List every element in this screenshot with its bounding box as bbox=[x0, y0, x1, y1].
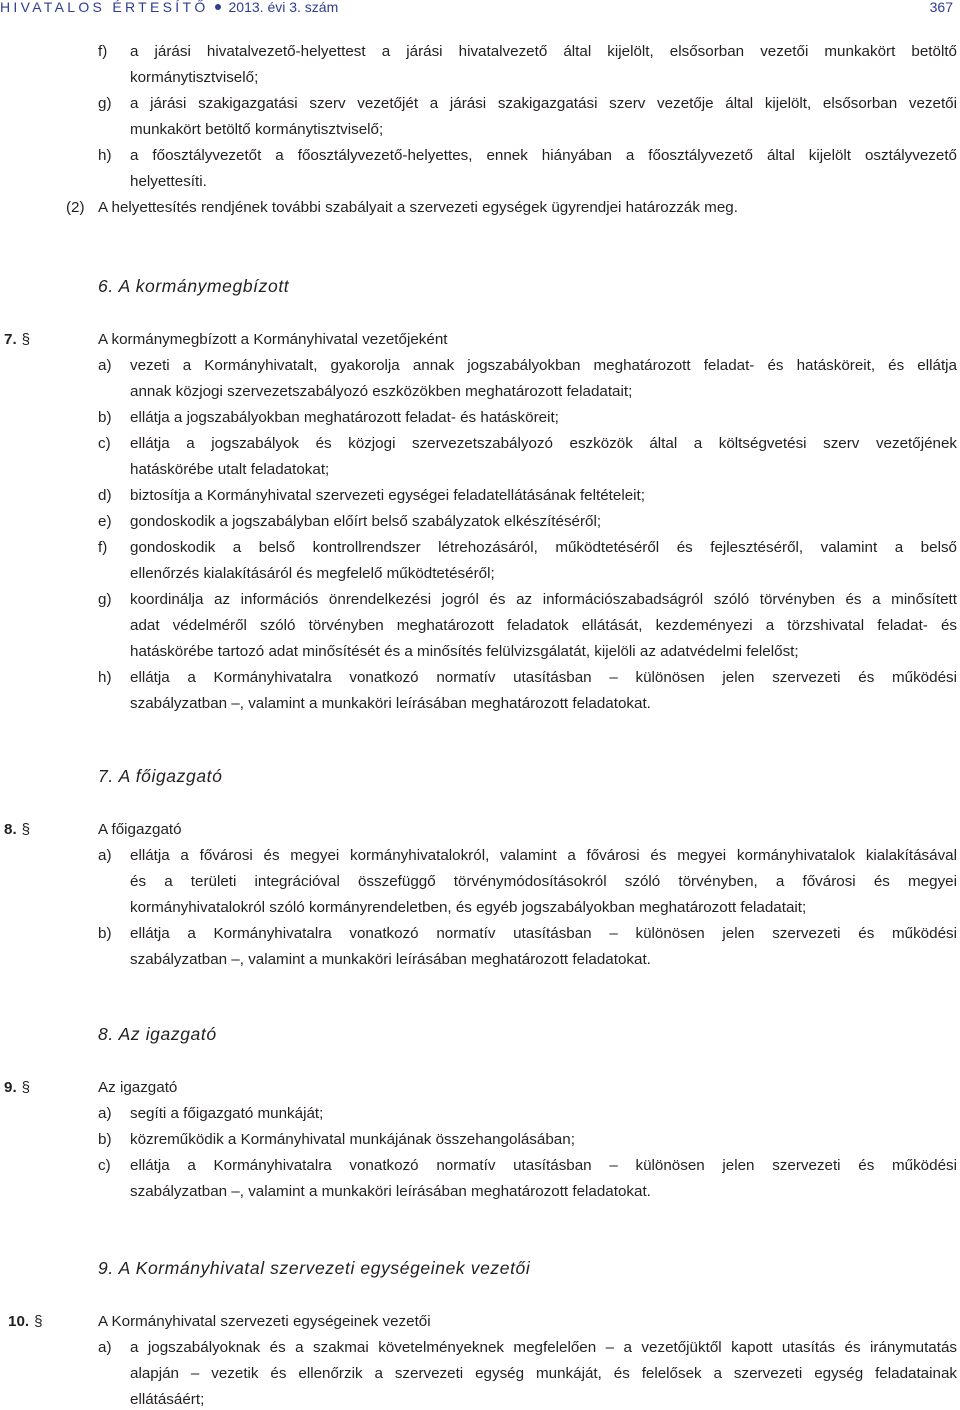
item-text-line: ellátásáért; bbox=[130, 1391, 205, 1408]
item-label: h) bbox=[98, 147, 112, 164]
item-label: a) bbox=[98, 357, 112, 374]
item-text-line: kormányhivatalokról szóló kormányrendeletben, és egyéb jogszabályokban meghatározott feladatait; bbox=[130, 899, 807, 916]
item-label: e) bbox=[98, 513, 112, 530]
section-num-text: 8. bbox=[4, 821, 17, 838]
paragraph-sign: § bbox=[21, 821, 31, 838]
item-label: d) bbox=[98, 487, 112, 504]
item-label: b) bbox=[98, 925, 112, 942]
item-text-line: szabályzatban –, valamint a munkaköri leírásában meghatározott feladatokat. bbox=[130, 951, 651, 968]
bullet-dot-icon bbox=[215, 4, 221, 10]
item-text-line: közreműködik a Kormányhivatal munkájának összehangolásában; bbox=[130, 1131, 575, 1148]
item-text-line: hatáskörébe tartozó adat minősítését és a minősítés felülvizsgálatát, kijelöli az adatvédelmi felelőst; bbox=[130, 643, 799, 660]
item-label: a) bbox=[98, 847, 112, 864]
item-text-line: koordinálja az információs önrendelkezési jogról és az információszabadságról szóló törvényben és a minősített bbox=[130, 591, 957, 608]
section-heading: 9. A Kormányhivatal szervezeti egységeinek vezetői bbox=[98, 1258, 531, 1278]
item-label: c) bbox=[98, 435, 111, 452]
page-header bbox=[0, 0, 960, 20]
item-text-line: munkakört betöltő kormánytisztviselő; bbox=[130, 121, 384, 138]
item-label: h) bbox=[98, 669, 112, 686]
item-text-line: biztosítja a Kormányhivatal szervezeti egységei feladatellátásának feltételeit; bbox=[130, 487, 645, 504]
item-text-line: ellátja a fővárosi és megyei kormányhivatalokról, valamint a fővárosi és megyei kormányhivatalok kialakításával bbox=[130, 847, 957, 864]
item-text-line: vezeti a Kormányhivatalt, gyakorolja annak jogszabályokban meghatározott feladat- és hatásköreit, és ellátja bbox=[130, 357, 957, 374]
item-label: a) bbox=[98, 1339, 112, 1356]
item-text-line: alapján – vezetik és ellenőrzik a szervezeti egység munkáját, és felelősek a szervezeti egység feladatainak bbox=[130, 1365, 957, 1382]
section-heading: 8. Az igazgató bbox=[98, 1024, 217, 1044]
journal-title: HIVATALOS ÉRTESÍTŐ bbox=[0, 0, 209, 15]
item-text-line: a járási hivatalvezető-helyettest a járási hivatalvezető által kijelölt, elsősorban vezetői munkakört betöltő bbox=[130, 43, 957, 60]
item-text-line: hatáskörébe utalt feladatokat; bbox=[130, 461, 330, 478]
section-number bbox=[8, 1312, 43, 1332]
item-label: b) bbox=[98, 1131, 112, 1148]
item-label: f) bbox=[98, 43, 108, 60]
item-label: b) bbox=[98, 409, 112, 426]
item-text-line: ellátja a Kormányhivatalra vonatkozó normatív utasításban – különösen jelen szervezeti és működési bbox=[130, 1157, 957, 1174]
section-number bbox=[4, 820, 30, 840]
item-label: c) bbox=[98, 1157, 111, 1174]
section-number bbox=[4, 1078, 30, 1098]
item-label: g) bbox=[98, 95, 112, 112]
journal-header bbox=[0, 0, 338, 15]
paragraph-sign: § bbox=[21, 1079, 31, 1096]
section-num-text: 9. bbox=[4, 1079, 17, 1096]
item-text-line: annak közjogi szervezetszabályozó eszközökben meghatározott feladatait; bbox=[130, 383, 633, 400]
item-text-line: gondoskodik a jogszabályban előírt belső szabályzatok elkészítéséről; bbox=[130, 513, 602, 530]
item-text-line: ellátja a jogszabályok és közjogi szervezetszabályozó eszközök által a költségvetési szerv vezetőjének bbox=[130, 435, 957, 452]
item-text-line: a járási szakigazgatási szerv vezetőjét a járási szakigazgatási szerv vezetője által kijelölt, elsősorban vezetői bbox=[130, 95, 957, 112]
item-text-line: ellátja a Kormányhivatalra vonatkozó normatív utasításban – különösen jelen szervezeti és működési bbox=[130, 925, 957, 942]
section-intro: Az igazgató bbox=[98, 1079, 178, 1096]
item-text-line: ellátja a Kormányhivatalra vonatkozó normatív utasításban – különösen jelen szervezeti és működési bbox=[130, 669, 957, 686]
item-text-line: szabályzatban –, valamint a munkaköri leírásában meghatározott feladatokat. bbox=[130, 1183, 651, 1200]
item-text-line: ellenőrzés kialakításáról és megfelelő működtetéséről; bbox=[130, 565, 495, 582]
item-text-line: és a területi integrációval összefüggő törvénymódosításokról szóló törvényben, a fővárosi és megyei bbox=[130, 873, 957, 890]
item-label: a) bbox=[98, 1105, 112, 1122]
section-num-text: 10. bbox=[8, 1313, 30, 1330]
item-text-line: gondoskodik a belső kontrollrendszer létrehozásáról, működtetéséről és fejlesztéséről, valamint a belső bbox=[130, 539, 957, 556]
item-label: g) bbox=[98, 591, 112, 608]
paragraph-label: (2) bbox=[66, 199, 85, 216]
item-text-line: a jogszabályoknak és a szakmai követelményeknek megfelelően – a vezetőjüktől kapott utasítás és iránymutatás bbox=[130, 1339, 957, 1356]
section-intro: A főigazgató bbox=[98, 821, 182, 838]
item-text-line: a főosztályvezetőt a főosztályvezető-helyettes, ennek hiányában a főosztályvezető által kijelölt osztályvezető bbox=[130, 147, 957, 164]
item-text-line: adat védelméről szóló törvényben meghatározott feladatok ellátását, kezdeményezi a törzshivatal feladat- és bbox=[130, 617, 957, 634]
item-text-line: helyettesíti. bbox=[130, 173, 207, 190]
section-intro: A Kormányhivatal szervezeti egységeinek vezetői bbox=[98, 1313, 431, 1330]
item-text-line: ellátja a jogszabályokban meghatározott feladat- és hatásköreit; bbox=[130, 409, 559, 426]
section-intro: A kormánymegbízott a Kormányhivatal vezetőjeként bbox=[98, 331, 448, 348]
section-number bbox=[4, 330, 30, 350]
item-label: f) bbox=[98, 539, 108, 556]
issue-label: 2013. évi 3. szám bbox=[228, 0, 339, 15]
section-num-text: 7. bbox=[4, 331, 17, 348]
section-heading: 7. A főigazgató bbox=[98, 766, 223, 786]
paragraph-sign: § bbox=[34, 1313, 43, 1330]
paragraph-sign: § bbox=[21, 331, 31, 348]
item-text-line: segíti a főigazgató munkáját; bbox=[130, 1105, 324, 1122]
section-heading: 6. A kormánymegbízott bbox=[98, 276, 290, 296]
paragraph-text: A helyettesítés rendjének további szabályait a szervezeti egységek ügyrendjei határozzák meg. bbox=[98, 199, 738, 216]
item-text-line: szabályzatban –, valamint a munkaköri leírásában meghatározott feladatokat. bbox=[130, 695, 651, 712]
page-number: 367 bbox=[929, 0, 953, 15]
item-text-line: kormánytisztviselő; bbox=[130, 69, 259, 86]
